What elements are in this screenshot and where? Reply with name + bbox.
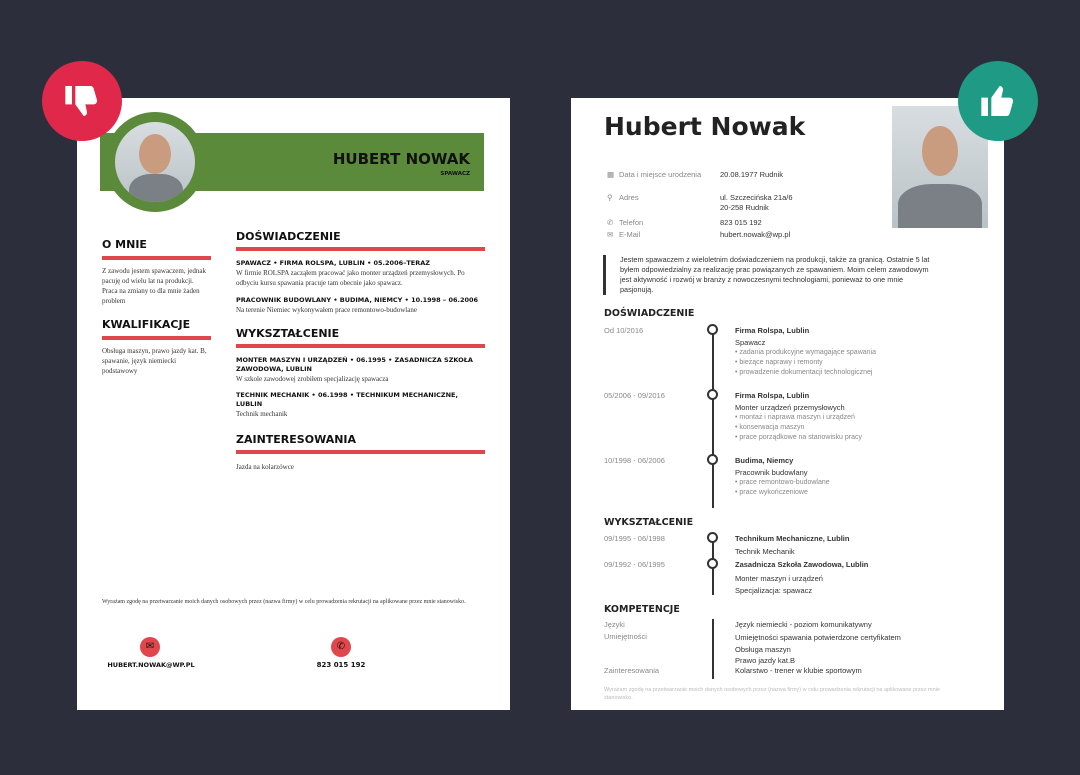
contact-phone: 823 015 192 [316, 661, 366, 669]
edu-title: TECHNIK MECHANIK • 06.1998 • TECHNIKUM MECHANICZNE, LUBLIN [236, 391, 458, 408]
job-title: SPAWACZ • FIRMA ROLSPA, LUBLIN • 05.2006–TERAZ [236, 259, 430, 267]
bullet: • prowadzenie dokumentacji technologicznej [735, 369, 873, 376]
job-desc: W firmie ROLSPA zacząłem pracować jako monter urządzeń przemysłowych. Po odbyciu kursu spawania pracuje tam obecnie jako spawacz. [236, 269, 465, 287]
bullet: • montaż i naprawa maszyn i urządzeń [735, 414, 855, 421]
summary: Jestem spawaczem z wieloletnim doświadczeniem na produkcji, także za granicą. Ostatnie 5 lat byłem odpowiedzialny za realizację prac powiązanych ze spawaniem. Moim celem zawodowym jest aktywność i rozwój w branży z nowoczesnymi technologiami, ponieważ to one mnie pasjonują. [603, 255, 933, 295]
info-value: 823 015 192 [720, 218, 762, 227]
cv-role: SPAWACZ [440, 171, 470, 177]
date: 05/2006 - 09/2016 [604, 391, 665, 400]
experience-heading: DOŚWIADCZENIE [236, 230, 341, 243]
school: Zasadnicza Szkoła Zawodowa, Lublin [735, 560, 869, 569]
comp-value: Kolarstwo - trener w klubie sportowym [735, 666, 862, 675]
info-label: Data i miejsce urodzenia [619, 170, 702, 179]
role: Spawacz [735, 338, 766, 347]
info-value: 20.08.1977 Rudnik [720, 170, 783, 179]
education-entry [604, 560, 954, 597]
bullet: • prace wykończeniowe [735, 489, 808, 496]
about-text: Z zawodu jestem spawaczem, jednak pacuję od wielu lat na produkcji. Praca na zmiany to dla mnie żaden problem [102, 267, 206, 305]
info-label: Adres [619, 193, 639, 202]
experience-entry [604, 456, 954, 498]
comp-label: Umiejętności [604, 632, 647, 641]
bullet: • prace remontowo-budowlane [735, 479, 830, 486]
edu-desc: Monter maszyn i urządzeń Specjalizacja: spawacz [735, 574, 823, 595]
consent-text: Wyrażam zgodę na przetwarzanie moich danych osobowych przez (nazwa firmy) w celu prowadzenia rekrutacji na aplikowane przez mnie stanowisko. [604, 687, 940, 701]
location-pin-icon: ⚲ [607, 193, 613, 202]
job-title: PRACOWNIK BUDOWLANY • BUDIMA, NIEMCY • 10.1998 – 06.2006 [236, 296, 479, 304]
date: 09/1992 - 06/1995 [604, 560, 665, 569]
about-heading: O MNIE [102, 238, 147, 251]
bullet: • prace porządkowe na stanowisku pracy [735, 434, 862, 441]
interests-heading: ZAINTERESOWANIA [236, 433, 357, 446]
comp-label: Zainteresowania [604, 666, 660, 675]
competences-heading: KOMPETENCJE [604, 604, 680, 615]
calendar-icon: ▦ [607, 170, 615, 179]
skills-text: Obsługa maszyn, prawo jazdy kat. B, spawanie, język niemiecki podstawowy [102, 347, 207, 375]
company: Firma Rolspa, Lublin [735, 391, 810, 400]
info-label: Telefon [619, 218, 644, 227]
thumbs-up-icon [958, 61, 1038, 141]
edu-title: MONTER MASZYN I URZĄDZEŃ • 06.1995 • ZASADNICZA SZKOŁA ZAWODOWA, LUBLIN [236, 356, 473, 373]
info-label: E-Mail [619, 230, 641, 239]
role: Monter urządzeń przemysłowych [735, 403, 845, 412]
profile-photo [105, 112, 205, 212]
bullet: • zadania produkcyjne wymagające spawania [735, 349, 876, 356]
company: Budima, Niemcy [735, 456, 794, 465]
edu-desc: Technik Mechanik [735, 547, 795, 556]
experience-entry [604, 326, 954, 391]
bullet: • konserwacja maszyn [735, 424, 805, 431]
job-desc: Na terenie Niemiec wykonywałem prace remontowo-budowlane [236, 306, 417, 314]
education-entry [604, 534, 954, 560]
date: Od 10/2016 [604, 326, 644, 335]
interests-text: Jazda na kolarzówce [236, 463, 294, 471]
mail-icon: ✉ [607, 230, 614, 239]
cv-name: Hubert Nowak [604, 112, 806, 141]
contact-email: HUBERT.NOWAK@WP.PL [107, 661, 195, 669]
experience-heading: DOŚWIADCZENIE [604, 308, 695, 319]
skills-heading: KWALIFIKACJE [102, 318, 191, 331]
edu-desc: W szkole zawodowej zrobiłem specjalizację spawacza [236, 375, 389, 383]
info-value: hubert.nowak@wp.pl [720, 230, 791, 239]
cv-name: HUBERT NOWAK [332, 150, 470, 168]
edu-desc: Technik mechanik [236, 410, 288, 418]
role: Pracownik budowlany [735, 468, 808, 477]
date: 10/1998 - 06/2006 [604, 456, 665, 465]
comp-label: Języki [604, 620, 625, 629]
comp-value: Język niemiecki - poziom komunikatywny [735, 620, 872, 629]
school: Technikum Mechaniczne, Lublin [735, 534, 850, 543]
education-heading: WYKSZTAŁCENIE [236, 327, 340, 340]
phone-icon: ✆ [331, 637, 351, 657]
date: 09/1995 - 06/1998 [604, 534, 665, 543]
mail-icon: ✉ [140, 637, 160, 657]
consent-text: Wyrażam zgodę na przetwarzanie moich danych osobowych przez (nazwa firmy) w celu prowadzenia rekrutacji na aplikowane przez mnie stanowisko. [102, 599, 466, 605]
experience-entry [604, 391, 954, 456]
good-cv-example [571, 98, 1004, 710]
personal-info [607, 170, 827, 242]
bullet: • bieżące naprawy i remonty [735, 359, 823, 366]
education-heading: WYKSZTAŁCENIE [604, 517, 694, 528]
company: Firma Rolspa, Lublin [735, 326, 810, 335]
info-value: ul. Szczecińska 21a/6 20-258 Rudnik [720, 193, 793, 212]
phone-icon: ✆ [607, 218, 614, 227]
thumbs-down-icon [42, 61, 122, 141]
bad-cv-example [77, 98, 510, 710]
comp-value: Umiejętności spawania potwierdzone certyfikatem Obsługa maszyn Prawo jazdy kat.B [735, 633, 901, 665]
